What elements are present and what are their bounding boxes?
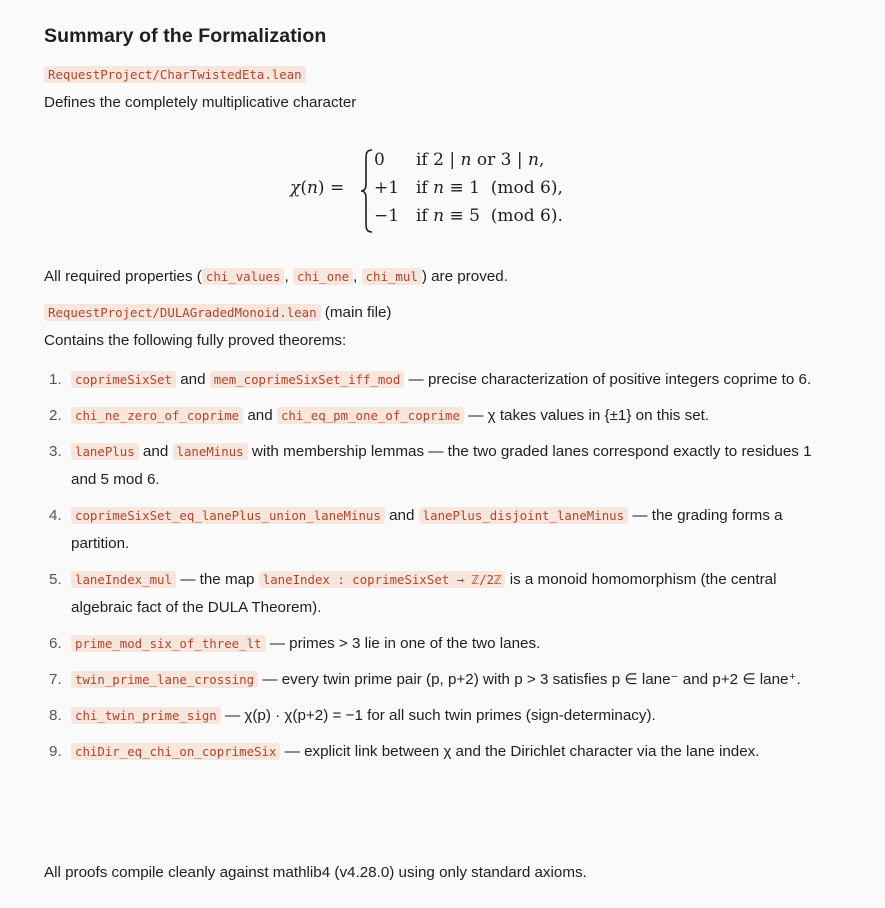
- file2-heading: [44, 302, 391, 324]
- theorem-code: coprimeSixSet: [71, 371, 176, 388]
- theorem-code: lanePlus: [71, 443, 139, 460]
- file1-description: Defines the completely multiplicative character: [44, 94, 357, 111]
- theorem-list: [44, 366, 814, 774]
- theorem-code: coprimeSixSet_eq_lanePlus_union_laneMinus: [71, 507, 385, 524]
- theorem-code: chi_eq_pm_one_of_coprime: [277, 407, 464, 424]
- theorem-code: lanePlus_disjoint_laneMinus: [419, 507, 628, 524]
- theorem-code: chi_twin_prime_sign: [71, 707, 221, 724]
- list-item: 7. twin_prime_lane_crossing — every twin prime pair (p, p+2) with p > 3 satisfies p ∈ lane⁻ and p+2 ∈ lane⁺.: [49, 671, 801, 688]
- theorem-code: laneIndex_mul: [71, 571, 176, 588]
- list-item: 1. coprimeSixSet and mem_coprimeSixSet_iff_mod — precise characterization of positive integers coprime to 6.: [49, 371, 812, 388]
- theorem-code: laneMinus: [173, 443, 248, 460]
- theorem-code: mem_coprimeSixSet_iff_mod: [210, 371, 405, 388]
- formalization-summary: [44, 22, 844, 881]
- file1-path: RequestProject/CharTwistedEta.lean: [44, 66, 306, 83]
- formula-case-1-condition: if 2 | n or 3 | n,: [416, 150, 545, 170]
- list-item: 8. chi_twin_prime_sign — χ(p) · χ(p+2) = −1 for all such twin primes (sign-determinacy).: [49, 707, 656, 724]
- list-item: 2. chi_ne_zero_of_coprime and chi_eq_pm_one_of_coprime — χ takes values in {±1} on this set.: [49, 407, 710, 424]
- properties-statement: All required properties ( chi_values , chi_one , chi_mul ) are proved.: [44, 268, 508, 285]
- theorem-code: chi_ne_zero_of_coprime: [71, 407, 243, 424]
- theorem-code: prime_mod_six_of_three_lt: [71, 635, 266, 652]
- properties-suffix: ) are proved.: [421, 268, 508, 285]
- theorem-code: laneIndex : coprimeSixSet → ℤ/2ℤ: [259, 571, 506, 588]
- list-item: 3. lanePlus and laneMinus with membership lemmas — the two graded lanes correspond exactly to residues 1 and 5 mod 6.: [49, 443, 812, 488]
- formula-case-3-value: −1: [374, 206, 400, 226]
- properties-prefix: All required properties (: [44, 268, 202, 285]
- formula-lhs: χ(n) =: [290, 178, 345, 198]
- formula-case-2-condition: if n ≡ 1 (mod 6),: [416, 178, 563, 198]
- file1-heading: [44, 64, 844, 86]
- theorem-code: chiDir_eq_chi_on_coprimeSix: [71, 743, 280, 760]
- formula-case-3-condition: if n ≡ 5 (mod 6).: [416, 206, 563, 226]
- chi-definition-formula: [290, 148, 580, 234]
- formula-case-2-value: +1: [374, 178, 400, 198]
- list-item: 5. laneIndex_mul — the map laneIndex : coprimeSixSet → ℤ/2ℤ is a monoid homomorphism (the central algebraic fact of the DULA Theorem).: [49, 571, 777, 616]
- theorem-code: twin_prime_lane_crossing: [71, 671, 258, 688]
- list-item: 6. prime_mod_six_of_three_lt — primes > 3 lie in one of the two lanes.: [49, 635, 541, 652]
- file2-path: RequestProject/DULAGradedMonoid.lean: [44, 304, 321, 321]
- page-title: Summary of the Formalization: [44, 25, 327, 47]
- prop-chi-values: chi_values: [202, 268, 285, 285]
- list-item: 9. chiDir_eq_chi_on_coprimeSix — explicit link between χ and the Dirichlet character via the lane index.: [49, 743, 760, 760]
- footer-note: All proofs compile cleanly against mathlib4 (v4.28.0) using only standard axioms.: [44, 864, 587, 881]
- formula-brace: [360, 148, 374, 234]
- prop-chi-mul: chi_mul: [362, 268, 422, 285]
- file2-contains: Contains the following fully proved theorems:: [44, 332, 347, 349]
- prop-chi-one: chi_one: [293, 268, 353, 285]
- formula-case-1-value: 0: [374, 150, 385, 170]
- list-item: 4. coprimeSixSet_eq_lanePlus_union_laneMinus and lanePlus_disjoint_laneMinus — the grading forms a partition.: [49, 507, 783, 552]
- file2-note: (main file): [324, 304, 392, 321]
